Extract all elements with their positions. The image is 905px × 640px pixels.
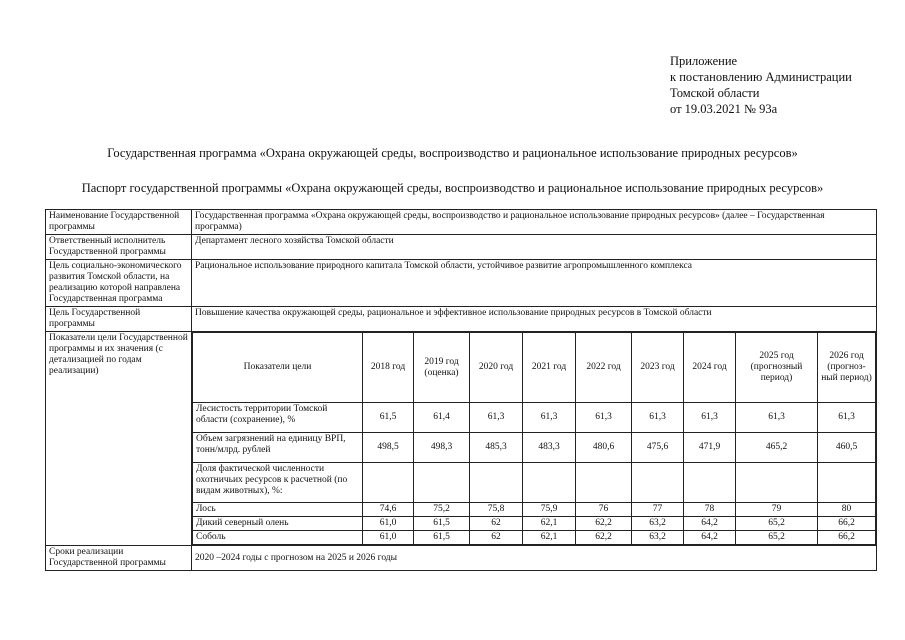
indicator-row — [193, 503, 876, 517]
indicator-value: 80 — [818, 503, 876, 517]
header-cell: 2018 год — [363, 333, 414, 403]
passport-row-goal-region — [46, 260, 877, 307]
passport-table — [45, 209, 877, 571]
passport-row-indicators — [46, 332, 877, 546]
header-cell: 2022 год — [576, 333, 632, 403]
header-cell: 2024 год — [684, 333, 736, 403]
appendix-date: от 19.03.2021 № 93а — [670, 102, 778, 116]
indicator-value: 62 — [470, 517, 523, 531]
indicator-value: 61,3 — [576, 403, 632, 433]
passport-row-executor — [46, 235, 877, 260]
indicator-value — [736, 463, 818, 503]
indicator-value: 75,9 — [523, 503, 576, 517]
indicator-value: 62 — [470, 531, 523, 545]
header-cell: 2020 год — [470, 333, 523, 403]
indicator-value: 78 — [684, 503, 736, 517]
indicator-value: 61,0 — [363, 531, 414, 545]
indicator-value: 66,2 — [818, 517, 876, 531]
row-value: 2020 –2024 годы с прогнозом на 2025 и 2026 годы — [192, 546, 877, 571]
indicator-value — [632, 463, 684, 503]
indicator-value: 485,3 — [470, 433, 523, 463]
row-value: Департамент лесного хозяйства Томской области — [192, 235, 877, 260]
row-label: Наименование Государственной программы — [46, 210, 192, 235]
indicator-name: Доля фактической численности охотничьих ресурсов к расчетной (по видам животных), %: — [193, 463, 363, 503]
indicator-value — [684, 463, 736, 503]
indicator-value: 65,2 — [736, 531, 818, 545]
row-value: Государственная программа «Охрана окружающей среды, воспроизводство и рациональное использование природных ресурсов» (далее – Государственная программа) — [192, 210, 877, 235]
indicator-value: 61,3 — [684, 403, 736, 433]
indicator-value: 61,4 — [414, 403, 470, 433]
indicator-value: 75,2 — [414, 503, 470, 517]
row-value: Повышение качества окружающей среды, рациональное и эффективное использование природных ресурсов в Томской области — [192, 307, 877, 332]
indicator-value: 62,1 — [523, 531, 576, 545]
indicator-name: Соболь — [193, 531, 363, 545]
indicator-value: 76 — [576, 503, 632, 517]
indicator-row — [193, 517, 876, 531]
indicator-value: 61,3 — [470, 403, 523, 433]
indicator-name: Дикий северный олень — [193, 517, 363, 531]
indicator-value: 480,6 — [576, 433, 632, 463]
indicator-value: 61,3 — [523, 403, 576, 433]
header-cell: 2023 год — [632, 333, 684, 403]
indicator-value: 61,5 — [363, 403, 414, 433]
indicator-value: 483,3 — [523, 433, 576, 463]
indicator-value: 62,2 — [576, 517, 632, 531]
passport-row-name — [46, 210, 877, 235]
indicator-value: 460,5 — [818, 433, 876, 463]
appendix-line: Приложение — [670, 54, 738, 68]
program-title: Государственная программа «Охрана окружающей среды, воспроизводство и рациональное использование природных ресурсов» — [107, 146, 798, 160]
appendix-block — [670, 53, 852, 117]
indicator-value — [470, 463, 523, 503]
indicator-value: 61,3 — [736, 403, 818, 433]
row-label: Цель Государственной программы — [46, 307, 192, 332]
indicator-value: 498,3 — [414, 433, 470, 463]
indicator-value: 79 — [736, 503, 818, 517]
row-value: Рациональное использование природного капитала Томской области, устойчивое развитие агропромышленного комплекса — [192, 260, 877, 307]
header-cell: 2026 год (прогноз-ный период) — [818, 333, 876, 403]
indicator-value — [414, 463, 470, 503]
indicator-value: 63,2 — [632, 531, 684, 545]
indicator-value: 63,2 — [632, 517, 684, 531]
indicator-value: 65,2 — [736, 517, 818, 531]
indicator-value: 61,0 — [363, 517, 414, 531]
passport-row-terms — [46, 546, 877, 571]
header-cell: Показатели цели — [193, 333, 363, 403]
header-cell: 2025 год (прогнозный период) — [736, 333, 818, 403]
row-label: Показатели цели Государственной программы и их значения (с детализацией по годам реализации) — [46, 332, 192, 546]
indicator-value: 74,6 — [363, 503, 414, 517]
row-label: Сроки реализации Государственной программы — [46, 546, 192, 571]
indicator-name: Лесистость территории Томской области (сохранение), % — [193, 403, 363, 433]
passport-title: Паспорт государственной программы «Охрана окружающей среды, воспроизводство и рациональное использование природных ресурсов» — [81, 181, 824, 195]
indicator-name: Лось — [193, 503, 363, 517]
indicator-value: 61,3 — [632, 403, 684, 433]
indicator-value: 475,6 — [632, 433, 684, 463]
indicator-value: 62,2 — [576, 531, 632, 545]
indicator-value: 465,2 — [736, 433, 818, 463]
indicator-value: 66,2 — [818, 531, 876, 545]
header-cell: 2021 год — [523, 333, 576, 403]
passport-row-goal-program — [46, 307, 877, 332]
indicator-value: 64,2 — [684, 531, 736, 545]
indicator-header-row — [193, 333, 876, 403]
indicator-value — [363, 463, 414, 503]
row-label: Ответственный исполнитель Государственной программы — [46, 235, 192, 260]
indicator-value: 75,8 — [470, 503, 523, 517]
indicator-value — [576, 463, 632, 503]
indicator-value — [523, 463, 576, 503]
indicator-row — [193, 403, 876, 433]
appendix-line: Томской области — [670, 86, 760, 100]
indicator-value — [818, 463, 876, 503]
indicator-row — [193, 433, 876, 463]
indicator-name: Объем загрязнений на единицу ВРП, тонн/млрд. рублей — [193, 433, 363, 463]
indicator-value: 77 — [632, 503, 684, 517]
indicator-row — [193, 463, 876, 503]
indicator-value: 61,5 — [414, 531, 470, 545]
indicator-value: 64,2 — [684, 517, 736, 531]
row-label: Цель социально-экономического развития Томской области, на реализацию которой направлена Государственная программа — [46, 260, 192, 307]
indicator-value: 61,5 — [414, 517, 470, 531]
appendix-line: к постановлению Администрации — [670, 70, 852, 84]
indicator-value: 61,3 — [818, 403, 876, 433]
indicator-value: 498,5 — [363, 433, 414, 463]
indicator-value: 471,9 — [684, 433, 736, 463]
indicator-cell — [192, 332, 877, 546]
indicator-value: 62,1 — [523, 517, 576, 531]
indicator-table — [192, 332, 876, 545]
header-cell: 2019 год (оценка) — [414, 333, 470, 403]
indicator-row — [193, 531, 876, 545]
